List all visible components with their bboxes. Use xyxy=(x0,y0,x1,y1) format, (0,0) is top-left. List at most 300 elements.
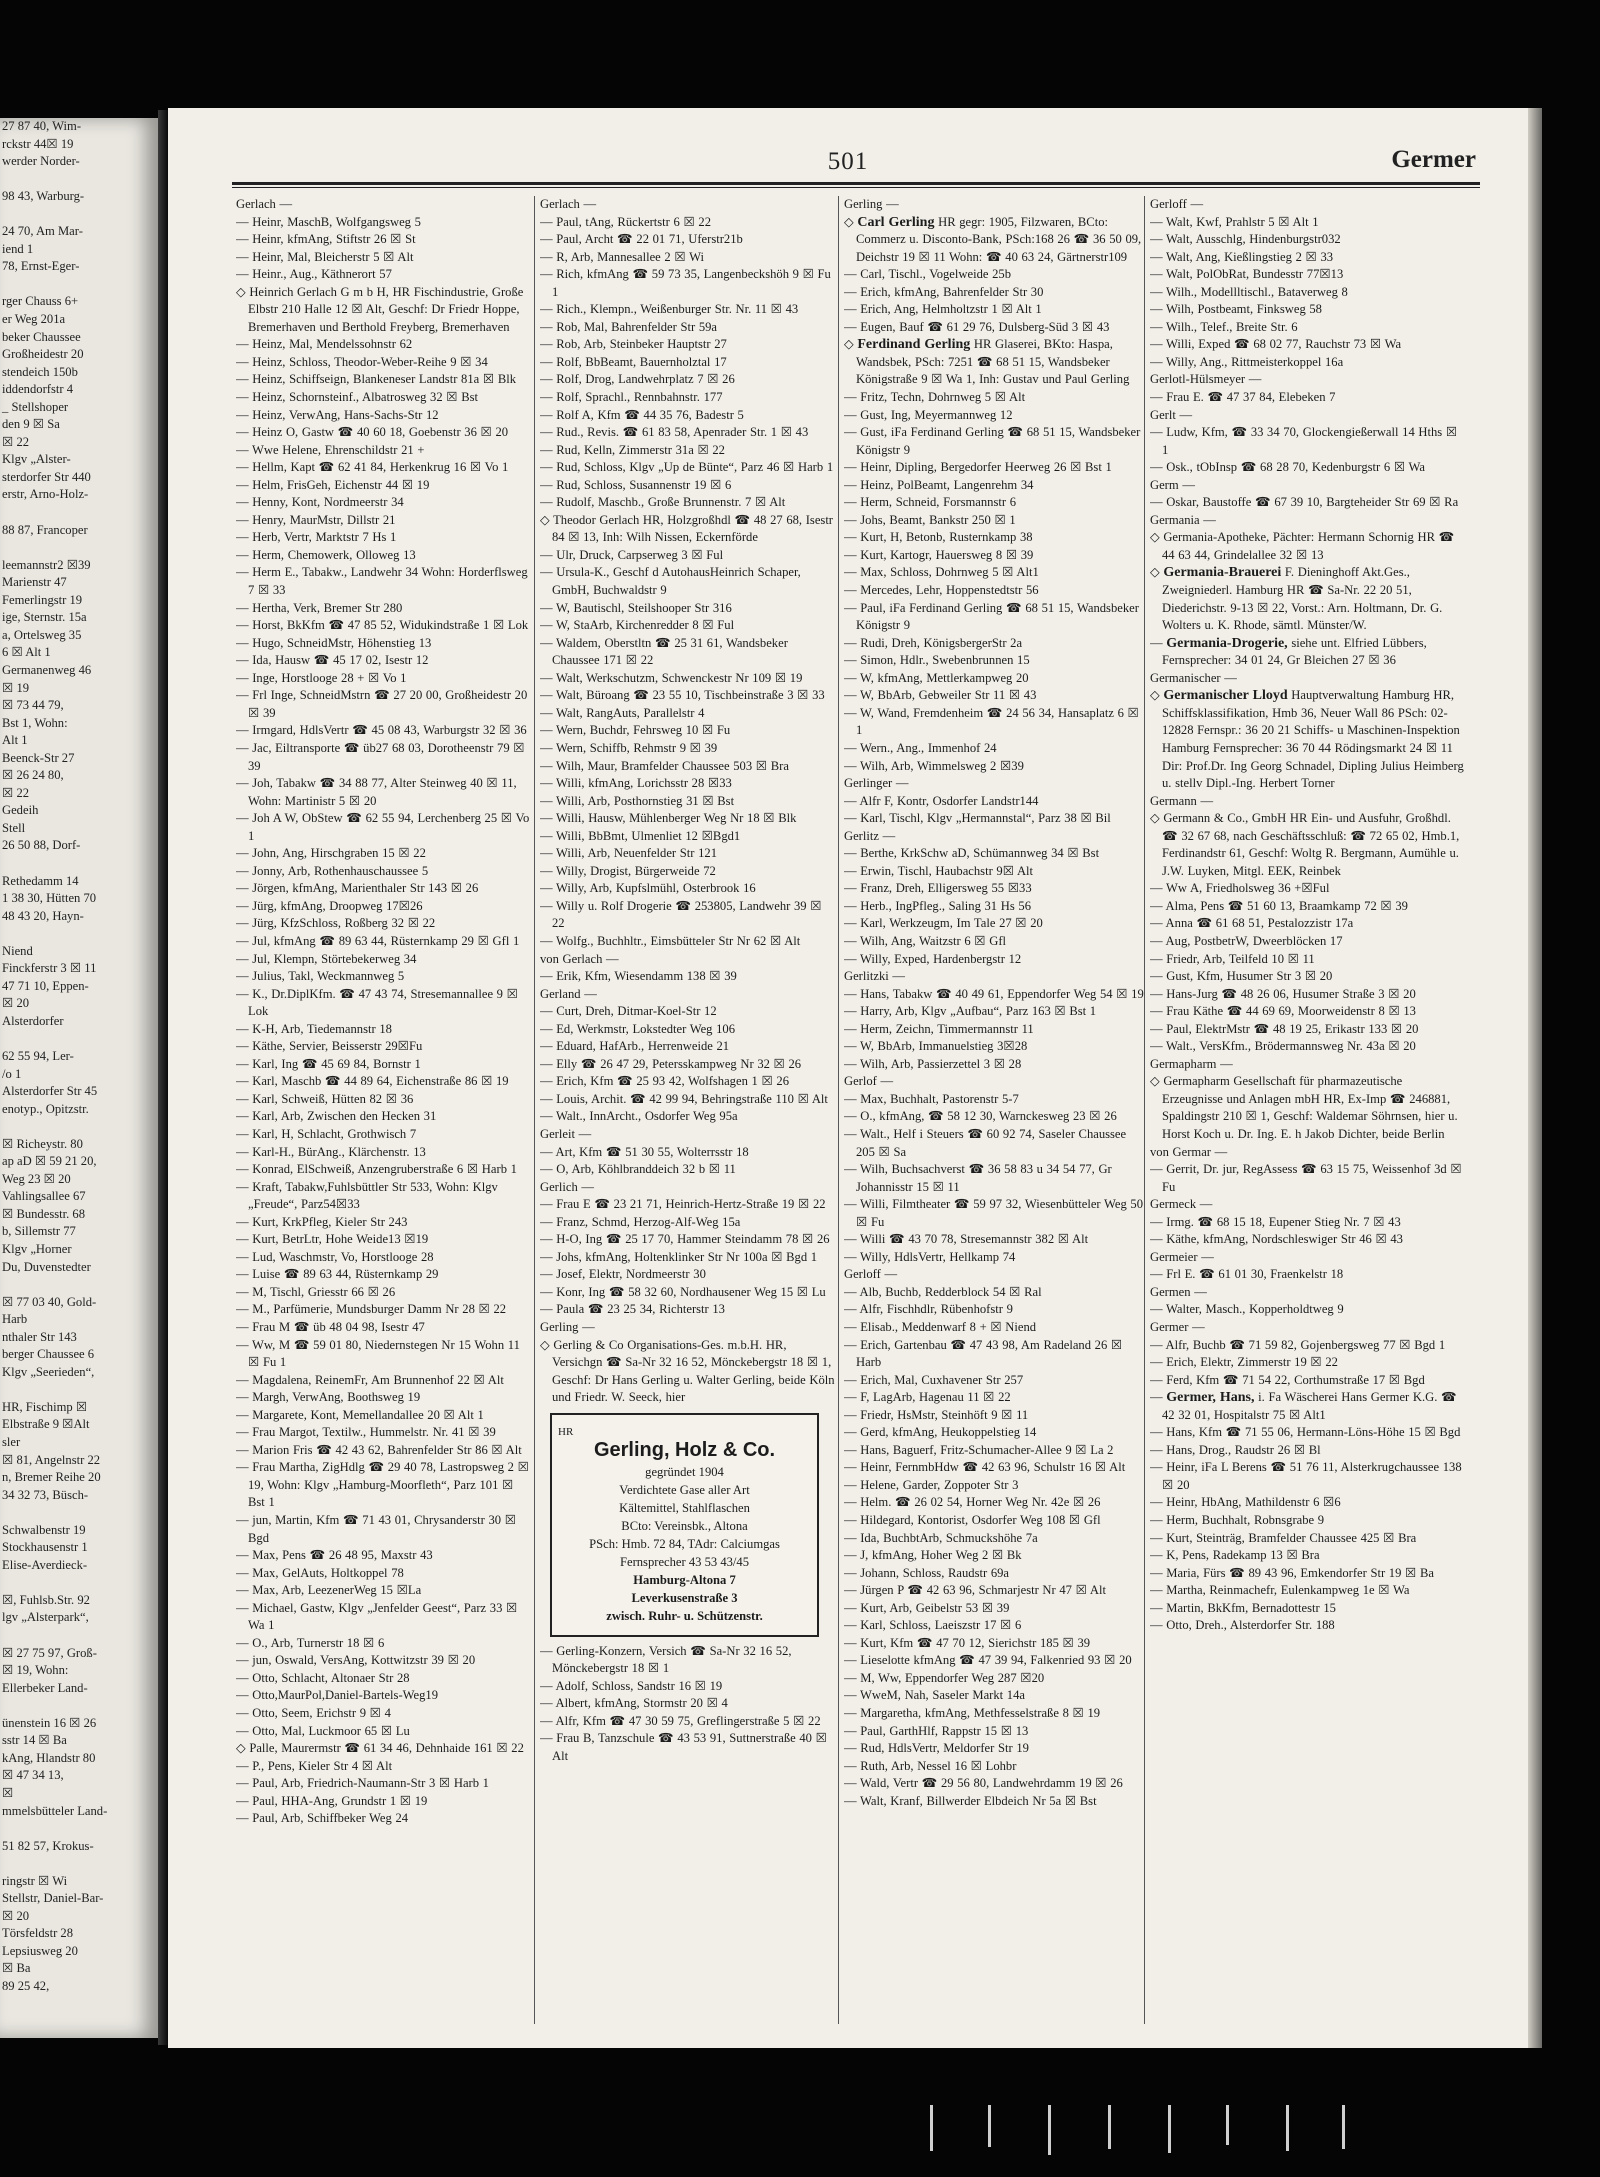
column-divider xyxy=(534,196,535,2024)
left-page-line xyxy=(0,539,158,557)
directory-entry: — Margh, VerwAng, Boothsweg 19 xyxy=(236,1390,421,1405)
surname-heading: Gerlich — xyxy=(540,1179,595,1194)
directory-entry: — Erich, Mal, Cuxhavener Str 257 xyxy=(844,1372,1024,1387)
directory-entry: — Karl, H, Schlacht, Grothwisch 7 xyxy=(236,1126,417,1141)
left-page-line: 78, Ernst-Eger- xyxy=(2,259,80,274)
directory-entry: — Hertha, Verk, Bremer Str 280 xyxy=(236,600,403,615)
directory-entry: — John, Ang, Hirschgraben 15 ☒ 22 xyxy=(236,846,426,861)
directory-entry: — Hans, Tabakw ☎ 40 49 61, Eppendorfer Weg 54 ☒ 19 xyxy=(844,986,1144,1001)
directory-entry: — Joh A W, ObStew ☎ 62 55 94, Lerchenberg 25 ☒ Vo 1 xyxy=(236,811,530,843)
directory-entry: ◇ Theodor Gerlach HR, Holzgroßhdl ☎ 48 27 68, Isestr 84 ☒ 13, Inh: Wilh Nissen, Eckernförde xyxy=(540,512,834,545)
left-page-line: nthaler Str 143 xyxy=(2,1329,77,1344)
directory-entry: — Willi, Arb, Posthornstieg 31 ☒ Bst xyxy=(540,793,735,808)
directory-entry: — Max, GelAuts, Holtkoppel 78 xyxy=(236,1565,404,1580)
left-page-line: lgv „Alsterpark“, xyxy=(2,1610,89,1625)
directory-entry: — Paul, tAng, Rückertstr 6 ☒ 22 xyxy=(540,214,711,229)
directory-entry: — K-H, Arb, Tiedemannstr 18 xyxy=(236,1021,392,1036)
directory-entry: — R, Arb, Mannesallee 2 ☒ Wi xyxy=(540,249,704,264)
directory-entry: — Wwe Helene, Ehrenschildstr 21 + xyxy=(236,442,425,457)
surname-heading: von Gerlach — xyxy=(540,951,619,966)
directory-entry: — Hildegard, Kontorist, Osdorfer Weg 108 ☒ Gfl xyxy=(844,1513,1101,1528)
directory-entry: — Heinz, Mal, Mendelssohnstr 62 xyxy=(236,337,413,352)
directory-entry: — Kurt, Arb, Geibelstr 53 ☒ 39 xyxy=(844,1600,1010,1615)
directory-entry: — Lieselotte kfmAng ☎ 47 39 94, Falkenried 93 ☒ 20 xyxy=(844,1653,1132,1668)
directory-entry: — jun, Martin, Kfm ☎ 71 43 01, Chrysanderstr 30 ☒ Bgd xyxy=(236,1513,516,1545)
directory-entry: — Ida, Hausw ☎ 45 17 02, Isestr 12 xyxy=(236,653,429,668)
left-page-line: sstr 14 ☒ Ba xyxy=(2,1733,67,1748)
directory-entry: — J, kfmAng, Hoher Weg 2 ☒ Bk xyxy=(844,1548,1022,1563)
directory-entry: — Ursula-K., Geschf d AutohausHeinrich Schaper, GmbH, Buchwaldstr 9 xyxy=(540,565,801,598)
left-page-line: 27 87 40, Wim- xyxy=(2,119,82,133)
left-page-line xyxy=(0,276,158,294)
directory-entry: — Rolf A, Kfm ☎ 44 35 76, Badestr 5 xyxy=(540,407,744,422)
directory-entry: ◇ Heinrich Gerlach G m b H, HR Fischindustrie, Große Elbstr 210 Halle 12 ☒ Alt, Geschf: Dr Friedr Hoppe, Bremerhaven und Berthold Freyberg, Bremerhaven xyxy=(236,284,524,334)
directory-entry: — Friedr, Arb, Teilfeld 10 ☒ 11 xyxy=(1150,951,1315,966)
surname-heading: Gerloff — xyxy=(1150,197,1204,211)
left-page-line: Stockhausenstr 1 xyxy=(2,1540,88,1555)
directory-entry: — Herm, Chemowerk, Olloweg 13 xyxy=(236,547,416,562)
left-page-line: a, Ortelsweg 35 xyxy=(2,627,82,642)
directory-entry: — Alfr, Fischhdlr, Rübenhofstr 9 xyxy=(844,1302,1013,1317)
directory-entry: — Frau Margot, Textilw., Hummelstr. Nr. 41 ☒ 39 xyxy=(236,1425,496,1440)
surname-heading: Germ — xyxy=(1150,477,1195,492)
directory-entry: — Hans-Jurg ☎ 48 26 06, Husumer Straße 3 ☒ 20 xyxy=(1150,986,1416,1001)
directory-entry: — Max, Pens ☎ 26 48 95, Maxstr 43 xyxy=(236,1548,433,1563)
left-page-line: sterdorfer Str 440 xyxy=(2,469,91,484)
directory-entry: — Germania-Drogerie, siehe unt. Elfried Lübbers, Fernsprecher: 34 01 24, Gr Bleichen 27 ☒ 36 xyxy=(1150,635,1427,668)
directory-entry: — Kurt, Kartogr, Hauersweg 8 ☒ 39 xyxy=(844,547,1034,562)
left-page-line: Klgv „Alster- xyxy=(2,452,71,467)
surname-heading: Gerlt — xyxy=(1150,407,1193,422)
directory-entry: — Heinz, Schiffseign, Blankeneser Landstr 81a ☒ Blk xyxy=(236,372,517,387)
left-page-line: ap aD ☒ 59 21 20, xyxy=(2,1154,97,1169)
left-page-line: ☒ 81, Angelnstr 22 xyxy=(2,1452,101,1467)
directory-entry: — Ferd, Kfm ☎ 71 54 22, Corthumstraße 17 ☒ Bgd xyxy=(1150,1372,1425,1387)
directory-entry: — Willi, Filmtheater ☎ 59 97 32, Wiesenbütteler Weg 50 ☒ Fu xyxy=(844,1197,1144,1229)
left-page-line: /o 1 xyxy=(2,1066,22,1081)
left-page-line: Klgv „Horner xyxy=(2,1242,72,1256)
directory-entry: — Henry, MaurMstr, Dillstr 21 xyxy=(236,512,396,527)
left-page-line xyxy=(0,1276,158,1294)
surname-heading: Gerlach — xyxy=(540,197,597,211)
directory-entry: — P., Pens, Kieler Str 4 ☒ Alt xyxy=(236,1758,393,1773)
directory-entry: — Paul, HHA-Ang, Grundstr 1 ☒ 19 xyxy=(236,1793,428,1808)
directory-entry: — Alfr, Buchb ☎ 71 59 82, Gojenbergsweg 77 ☒ Bgd 1 xyxy=(1150,1337,1446,1352)
directory-entry: — Karl, Ing ☎ 45 69 84, Bornstr 1 xyxy=(236,1056,421,1071)
directory-entry: — Ludw, Kfm, ☎ 33 34 70, Glockengießerwall 14 Hths ☒ 1 xyxy=(1150,425,1458,457)
directory-entry: — Joh, Tabakw ☎ 34 88 77, Alter Steinweg 40 ☒ 11, Wohn: Martinistr 5 ☒ 20 xyxy=(236,776,517,808)
directory-entry: — Gust, iFa Ferdinand Gerling ☎ 68 51 15, Wandsbeker Königstr 9 xyxy=(844,425,1141,457)
directory-entry: — Josef, Elektr, Nordmeerstr 30 xyxy=(540,1267,706,1282)
directory-entry: — Eugen, Bauf ☎ 61 29 76, Dulsberg-Süd 3 ☒ 43 xyxy=(844,319,1110,334)
directory-entry: — Frau M ☎ üb 48 04 98, Isestr 47 xyxy=(236,1320,425,1334)
surname-heading: Gerling — xyxy=(844,197,899,211)
directory-entry: — Julius, Takl, Weckmannweg 5 xyxy=(236,969,405,984)
directory-entry: — Konr, Ing ☎ 58 32 60, Nordhausener Weg 15 ☒ Lu xyxy=(540,1284,826,1299)
directory-entry: ◇ Gerling & Co Organisations-Ges. m.b.H. HR, Versichgn ☎ Sa-Nr 32 16 52, Mönckebergstr 18 ☒ 1, Geschf: Dr Hans Gerling u. Walter Gerling, beide Köln und Friedr. W. Seeck, hier xyxy=(540,1337,835,1405)
surname-heading: Gerloff — xyxy=(844,1267,898,1282)
left-page-line: ünenstein 16 ☒ 26 xyxy=(2,1715,97,1730)
surname-heading: Germen — xyxy=(1150,1284,1207,1299)
left-page-line: den 9 ☒ Sa xyxy=(2,417,60,432)
left-page-line: Marienstr 47 xyxy=(2,575,67,590)
directory-entry: — Rolf, Drog, Landwehrplatz 7 ☒ 26 xyxy=(540,372,735,387)
left-page-line xyxy=(0,1820,158,1838)
surname-heading: Gerlach — xyxy=(236,197,293,211)
header-rule xyxy=(232,182,1480,188)
left-page-line: Finckferstr 3 ☒ 11 xyxy=(2,961,97,976)
column-divider xyxy=(838,196,839,2024)
surname-heading: Germapharm — xyxy=(1150,1056,1233,1071)
left-page-line: 88 87, Francoper xyxy=(2,522,88,537)
directory-entry: — Walt, Kwf, Prahlstr 5 ☒ Alt 1 xyxy=(1150,214,1319,229)
directory-entry: — Louis, Archit. ☎ 42 99 94, Behringstraße 110 ☒ Alt xyxy=(540,1091,828,1106)
directory-entry: — Albert, kfmAng, Stormstr 20 ☒ 4 xyxy=(540,1696,728,1711)
directory-entry: — Heinr, Dipling, Bergedorfer Heerweg 26 ☒ Bst 1 xyxy=(844,460,1112,475)
left-page-line: Lepsiusweg 20 xyxy=(2,1943,78,1958)
directory-entry: — Karl, Werkzeugm, Im Tale 27 ☒ 20 xyxy=(844,916,1043,931)
ad-founded: gegründet 1904 xyxy=(645,1464,724,1479)
directory-column-1 xyxy=(236,196,531,2040)
left-page-line: 24 70, Am Mar- xyxy=(2,224,83,239)
directory-entry: — Paul, ElektrMstr ☎ 48 19 25, Erikastr 133 ☒ 20 xyxy=(1150,1021,1419,1036)
directory-entry: — Otto, Mal, Luckmoor 65 ☒ Lu xyxy=(236,1723,410,1738)
directory-entry: — Rob, Arb, Steinbeker Hauptstr 27 xyxy=(540,337,727,352)
directory-entry: — M, Ww, Eppendorfer Weg 287 ☒20 xyxy=(844,1670,1045,1685)
directory-entry: — Elisab., Meddenwarf 8 + ☒ Niend xyxy=(844,1320,1037,1334)
ad-line: Kältemittel, Stahlflaschen xyxy=(619,1500,750,1515)
directory-entry: — Heinr., Aug., Käthnerort 57 xyxy=(236,267,392,282)
directory-entry: — Rich, kfmAng ☎ 59 73 35, Langenbeckshöh 9 ☒ Fu 1 xyxy=(540,267,831,299)
left-page-line: kAng, Hlandstr 80 xyxy=(2,1750,96,1765)
directory-entry: — Marion Fris ☎ 42 43 62, Bahrenfelder Str 86 ☒ Alt xyxy=(236,1442,522,1457)
directory-entry: — Herb., IngPfleg., Saling 31 Hs 56 xyxy=(844,898,1031,913)
directory-entry: ◇ Germania-Apotheke, Pächter: Hermann Schornig HR ☎ 44 63 44, Grindelallee 32 ☒ 13 xyxy=(1150,530,1455,562)
left-page-line: ☒ 77 03 40, Gold- xyxy=(2,1294,97,1309)
left-page-line: HR, Fischimp ☒ xyxy=(2,1399,88,1414)
directory-entry: — Gerrit, Dr. jur, RegAssess ☎ 63 15 75, Weissenhof 3d ☒ Fu xyxy=(1150,1162,1462,1194)
directory-entry: — Frau Käthe ☎ 44 69 69, Moorweidenstr 8 ☒ 13 xyxy=(1150,1004,1416,1019)
directory-entry: — K, Pens, Radekamp 13 ☒ Bra xyxy=(1150,1548,1320,1563)
directory-entry: — Maria, Fürs ☎ 89 43 96, Emkendorfer Str 19 ☒ Ba xyxy=(1150,1565,1434,1580)
left-page-fragment xyxy=(0,118,158,2038)
directory-entry: — Hans, Baguerf, Fritz-Schumacher-Allee 9 ☒ La 2 xyxy=(844,1442,1114,1457)
directory-entry: — Paul, GarthHlf, Rappstr 15 ☒ 13 xyxy=(844,1723,1029,1738)
directory-entry: — Erich, Gartenbau ☎ 47 43 98, Am Radeland 26 ☒ Harb xyxy=(844,1337,1123,1370)
directory-entry: — Helm, FrisGeh, Eichenstr 44 ☒ 19 xyxy=(236,477,430,492)
left-page-line xyxy=(0,504,158,522)
left-page-line xyxy=(0,1627,158,1645)
surname-heading: Germer — xyxy=(1150,1320,1205,1334)
left-page-line: 6 ☒ Alt 1 xyxy=(2,645,51,660)
directory-entry: — Willy, HdlsVertr, Hellkamp 74 xyxy=(844,1249,1016,1264)
directory-entry: — Frau E. ☎ 47 37 84, Elebeken 7 xyxy=(1150,390,1336,405)
directory-entry: — WweM, Nah, Saseler Markt 14a xyxy=(844,1688,1025,1703)
surname-heading: Gerlitzki — xyxy=(844,969,906,984)
left-page-line xyxy=(0,206,158,224)
directory-entry: — Aug, PostbetrW, Dweerblöcken 17 xyxy=(1150,933,1343,948)
directory-entry: — Franz, Schmd, Herzog-Alf-Weg 15a xyxy=(540,1214,741,1229)
directory-entry: — Max, Arb, LeezenerWeg 15 ☒La xyxy=(236,1583,422,1598)
left-page-line: werder Norder- xyxy=(2,154,80,169)
left-page-line: 89 25 42, xyxy=(2,1978,50,1993)
directory-entry: — Willy, Arb, Kupfslmühl, Osterbrook 16 xyxy=(540,881,756,896)
directory-entry: — Fritz, Techn, Dohrnweg 5 ☒ Alt xyxy=(844,390,1026,405)
directory-entry: — Adolf, Schloss, Sandstr 16 ☒ 19 xyxy=(540,1678,723,1693)
directory-entry: — Frau B, Tanzschule ☎ 43 53 91, Suttnerstraße 40 ☒ Alt xyxy=(540,1731,827,1764)
directory-entry: — Karl, Schweiß, Hütten 82 ☒ 36 xyxy=(236,1091,414,1106)
left-page-line: iend 1 xyxy=(2,241,34,256)
left-page-line xyxy=(0,171,158,189)
ad-hr-mark: HR xyxy=(558,1425,574,1438)
directory-entry: — Michael, Gastw, Klgv „Jenfelder Geest“, Parz 33 ☒ Wa 1 xyxy=(236,1600,518,1633)
left-page-line: Elbstraße 9 ☒Alt xyxy=(2,1417,90,1432)
directory-entry: — Paula ☎ 23 25 34, Richterstr 13 xyxy=(540,1302,725,1317)
directory-entry: — Willi ☎ 43 70 78, Stresemannstr 382 ☒ Alt xyxy=(844,1232,1089,1247)
directory-entry: — O, Arb, Köhlbranddeich 32 b ☒ 11 xyxy=(540,1162,736,1177)
directory-entry: — Karl, Maschb ☎ 44 89 64, Eichenstraße 86 ☒ 19 xyxy=(236,1074,509,1089)
directory-entry: — Käthe, Servier, Beisserstr 29☒Fu xyxy=(236,1039,423,1054)
left-page-line: Femerlingstr 19 xyxy=(2,592,83,607)
ad-line: Fernsprecher 43 53 43/45 xyxy=(619,1554,750,1569)
directory-entry: — Helene, Garder, Zoppoter Str 3 xyxy=(844,1477,1019,1492)
directory-entry: — W, kfmAng, Mettlerkampweg 20 xyxy=(844,670,1029,685)
directory-entry: — Heinz, Schornsteinf., Albatrosweg 32 ☒ Bst xyxy=(236,390,478,405)
directory-entry: — Herm, Zeichn, Timmermannstr 11 xyxy=(844,1021,1034,1036)
directory-entry: — Ulr, Druck, Carpserweg 3 ☒ Ful xyxy=(540,547,724,562)
scanner-marks xyxy=(930,2105,1350,2165)
directory-entry: — Inge, Horstlooge 28 + ☒ Vo 1 xyxy=(236,670,407,685)
left-page-line: Weg 23 ☒ 20 xyxy=(2,1171,71,1186)
left-page-line: Alsterdorfer Str 45 xyxy=(2,1084,98,1099)
left-page-line: Schwalbenstr 19 xyxy=(2,1522,86,1537)
directory-entry: — Gust, Kfm, Husumer Str 3 ☒ 20 xyxy=(1150,969,1333,984)
directory-entry: — Hans, Drog., Raudstr 26 ☒ Bl xyxy=(1150,1442,1321,1457)
surname-heading: Gerling — xyxy=(540,1320,595,1334)
directory-entry: — Walt., Helf i Steuers ☎ 60 92 74, Saseler Chaussee 205 ☒ Sa xyxy=(844,1126,1127,1159)
directory-entry: — Walt, Büroang ☎ 23 55 10, Tischbeinstraße 3 ☒ 33 xyxy=(540,688,825,703)
directory-entry: — Paul, iFa Ferdinand Gerling ☎ 68 51 15, Wandsbeker Königstr 9 xyxy=(844,600,1139,633)
left-page-line: leemannstr2 ☒39 xyxy=(2,557,91,572)
left-page-line: Beenck-Str 27 xyxy=(2,750,75,765)
left-page-line: ☒ 26 24 80, xyxy=(2,768,64,783)
left-page-line: ☒ 19, Wohn: xyxy=(2,1663,69,1678)
directory-entry: — Wern, Buchdr, Fehrsweg 10 ☒ Fu xyxy=(540,723,731,738)
left-page-line: n, Bremer Reihe 20 xyxy=(2,1470,101,1485)
advertisement-box xyxy=(550,1413,819,1637)
left-page-line: ☒ xyxy=(2,1785,14,1800)
left-page-line: ☒ 19 xyxy=(2,680,30,695)
left-page-line: rckstr 44☒ 19 xyxy=(2,136,74,151)
directory-entry: — Kurt, Kfm ☎ 47 70 12, Sierichstr 185 ☒ 39 xyxy=(844,1635,1091,1650)
directory-entry: — Wilh, Ang, Waitzstr 6 ☒ Gfl xyxy=(844,933,1007,948)
directory-entry: — Otto, Schlacht, Altonaer Str 28 xyxy=(236,1670,410,1685)
directory-entry: — Martin, BkKfm, Bernadottestr 15 xyxy=(1150,1600,1336,1615)
directory-entry: — Max, Buchhalt, Pastorenstr 5-7 xyxy=(844,1091,1019,1106)
directory-entry: ◇ Ferdinand Gerling HR Glaserei, BKto: Haspa, Wandsbek, PSch: 7251 ☎ 68 51 15, Wandsbeker Königstraße 9 ☒ Wa 1, Inh: Gustav und Paul Gerling xyxy=(844,337,1130,387)
left-page-line: _ Stellshoper xyxy=(2,399,69,414)
directory-entry: — Harry, Arb, Klgv „Aufbau“, Parz 163 ☒ Bst 1 xyxy=(844,1004,1097,1019)
directory-entry: — Walt, Ang, Kießlingstieg 2 ☒ 33 xyxy=(1150,249,1334,264)
directory-entry: — Rud, HdlsVertr, Meldorfer Str 19 xyxy=(844,1741,1029,1756)
directory-entry: — Jürg, KfzSchloss, Roßberg 32 ☒ 22 xyxy=(236,916,436,931)
left-page-line xyxy=(0,1381,158,1399)
left-page-line: ☒ 73 44 79, xyxy=(2,698,64,713)
left-page-line xyxy=(0,1118,158,1136)
left-page-line: Niend xyxy=(2,943,33,958)
directory-entry: — W, Bautischl, Steilshooper Str 316 xyxy=(540,600,732,615)
left-page-line: rger Chauss 6+ xyxy=(2,294,79,309)
directory-entry: — M, Tischl, Griesstr 66 ☒ 26 xyxy=(236,1284,396,1299)
directory-entry: — Otto, Dreh., Alsterdorfer Str. 188 xyxy=(1150,1618,1335,1633)
left-page-line: stendeich 150b xyxy=(2,364,78,379)
directory-entry: — Elly ☎ 26 47 29, Petersskampweg Nr 32 ☒ 26 xyxy=(540,1056,802,1071)
directory-entry: — Walt, Werkschutzm, Schwenckestr Nr 109 ☒ 19 xyxy=(540,670,803,685)
left-page-line: ☒ 27 75 97, Groß- xyxy=(2,1645,97,1660)
left-page-line: sler xyxy=(2,1435,21,1450)
directory-entry: — Alfr, Kfm ☎ 47 30 59 75, Greflingerstraße 5 ☒ 22 xyxy=(540,1713,821,1728)
directory-entry: — Gerd, kfmAng, Heukoppelstieg 14 xyxy=(844,1425,1037,1440)
directory-entry: — Henny, Kont, Nordmeerstr 34 xyxy=(236,495,404,510)
directory-entry: — Paul, Arb, Friedrich-Naumann-Str 3 ☒ Harb 1 xyxy=(236,1776,489,1791)
surname-heading: Germanischer — xyxy=(1150,670,1237,685)
left-page-line: Harb xyxy=(2,1312,28,1327)
directory-entry: — Jürg, kfmAng, Droopweg 17☒26 xyxy=(236,898,423,913)
left-page-line: Vahlingsallee 67 xyxy=(2,1189,86,1204)
directory-entry: — Rud., Revis. ☎ 61 83 58, Apenrader Str. 1 ☒ 43 xyxy=(540,425,809,440)
directory-entry: — Jul, kfmAng ☎ 89 63 44, Rüsternkamp 29 ☒ Gfl 1 xyxy=(236,933,520,948)
left-page-line xyxy=(0,1504,158,1522)
directory-entry: — Walt, Kranf, Billwerder Elbdeich Nr 5a ☒ Bst xyxy=(844,1793,1097,1808)
directory-entry: — W, Wand, Fremdenheim ☎ 24 56 34, Hansaplatz 6 ☒ 1 xyxy=(844,705,1139,738)
directory-entry: — Oskar, Baustoffe ☎ 67 39 10, Bargteheider Str 69 ☒ Ra xyxy=(1150,495,1459,510)
directory-entry: — Johs, kfmAng, Holtenklinker Str Nr 100a ☒ Bgd 1 xyxy=(540,1249,818,1264)
left-page-line: mmelsbütteler Land- xyxy=(2,1803,108,1818)
left-page-line: Elise-Averdieck- xyxy=(2,1557,88,1572)
page-number: 501 xyxy=(827,148,869,175)
left-page-line: Stell xyxy=(2,820,26,835)
directory-entry: — Irmg. ☎ 68 15 18, Eupener Stieg Nr. 7 ☒ 43 xyxy=(1150,1214,1401,1229)
directory-entry: — Ruth, Arb, Nessel 16 ☒ Lohbr xyxy=(844,1758,1017,1773)
directory-entry: — Wolfg., Buchhltr., Eimsbütteler Str Nr 62 ☒ Alt xyxy=(540,933,801,948)
directory-entry: — Friedr, HsMstr, Steinhöft 9 ☒ 11 xyxy=(844,1407,1029,1422)
surname-heading: Germann — xyxy=(1150,793,1214,808)
directory-entry: — Walt, PolObRat, Bundesstr 77☒13 xyxy=(1150,267,1344,282)
ad-line: BCto: Vereinsbk., Altona xyxy=(621,1518,748,1533)
left-page-line: b, Sillemstr 77 xyxy=(2,1224,76,1239)
surname-heading: Gerlof — xyxy=(844,1074,894,1089)
left-page-line: ☒ 20 xyxy=(2,996,30,1011)
directory-entry: — F, LagArb, Hagenau 11 ☒ 22 xyxy=(844,1390,1011,1405)
directory-entry: — Wald, Vertr ☎ 29 56 80, Landwehrdamm 19 ☒ 26 xyxy=(844,1776,1123,1791)
directory-entry: — Karl, Schloss, Laeiszstr 17 ☒ 6 xyxy=(844,1618,1022,1633)
directory-entry: — H-O, Ing ☎ 25 17 70, Hammer Steindamm 78 ☒ 26 xyxy=(540,1232,830,1247)
directory-page xyxy=(168,108,1528,2048)
surname-heading: Gerlinger — xyxy=(844,776,909,791)
directory-entry: — Heinr, kfmAng, Stiftstr 26 ☒ St xyxy=(236,232,416,247)
directory-entry: — Wilh, Arb, Wimmelsweg 2 ☒39 xyxy=(844,758,1024,773)
directory-entry: — Heinz, PolBeamt, Langenrehm 34 xyxy=(844,477,1034,492)
book-gutter xyxy=(158,110,168,2045)
left-page-line: Törsfeldstr 28 xyxy=(2,1926,73,1941)
left-page-line: Rethedamm 14 xyxy=(2,873,79,888)
left-page-line: ☒ Bundesstr. 68 xyxy=(2,1206,86,1221)
directory-entry: — Rob, Mal, Bahrenfelder Str 59a xyxy=(540,319,718,334)
left-page-line: 47 71 10, Eppen- xyxy=(2,978,89,993)
directory-entry: — Wern., Ang., Immenhof 24 xyxy=(844,740,997,755)
directory-entry: — Eduard, HafArb., Herrenweide 21 xyxy=(540,1039,730,1054)
left-page-line: ringstr ☒ Wi xyxy=(2,1873,68,1888)
left-page-line: ☒ Ba xyxy=(2,1961,31,1976)
directory-entry: — Willy, Ang., Rittmeisterkoppel 16a xyxy=(1150,354,1344,369)
directory-entry: — Jürgen P ☎ 42 63 96, Schmarjestr Nr 47 ☒ Alt xyxy=(844,1583,1106,1598)
left-page-line: enotyp., Opitzstr. xyxy=(2,1101,89,1116)
left-page-line: 62 55 94, Ler- xyxy=(2,1048,74,1063)
left-page-line: ☒ 47 34 13, xyxy=(2,1768,64,1783)
directory-entry: — Kurt, BetrLtr, Hohe Weide13 ☒19 xyxy=(236,1232,429,1247)
directory-entry: — Erich, Kfm ☎ 25 93 42, Wolfshagen 1 ☒ 26 xyxy=(540,1074,789,1089)
left-page-line: ige, Sternstr. 15a xyxy=(2,610,87,625)
directory-entry: — Jac, Eiltransporte ☎ üb27 68 03, Dorotheenstr 79 ☒ 39 xyxy=(236,740,525,773)
left-page-line: Bst 1, Wohn: xyxy=(2,715,68,730)
left-page-line xyxy=(0,855,158,873)
directory-entry: — Wilh, Postbeamt, Finksweg 58 xyxy=(1150,302,1322,317)
directory-entry: — Willy, Drogist, Bürgerweide 72 xyxy=(540,863,716,878)
directory-entry: — Rich., Klempn., Weißenburger Str. Nr. 11 ☒ 43 xyxy=(540,302,799,317)
left-page-line: 26 50 88, Dorf- xyxy=(2,838,81,853)
directory-entry: — Walt., VersKfm., Brödermannsweg Nr. 43a ☒ 20 xyxy=(1150,1039,1416,1054)
directory-entry: — M., Parfümerie, Mundsburger Damm Nr 28 ☒ 22 xyxy=(236,1302,507,1317)
left-page-line: Stellstr, Daniel-Bar- xyxy=(2,1891,104,1906)
directory-entry: ◇ Germanischer Lloyd Hauptverwaltung Hamburg HR, Schiffsklassifikation, Hmb 36, Neuer Wall 86 PSch: 02-12828 Fernspr.: 36 20 21 Schiffs- u Maschinen-Inspektion Hamburg Fernsprecher: 36 70 44 Rödingsmarkt 24 ☒ 11 Dir: Prof.Dr. Ing Georg Schnadel, Dipling Julius Heimberg u. stellv Dipl.-Ing. Herbert Torner xyxy=(1150,688,1464,791)
left-page-line: ☒ Richeystr. 80 xyxy=(2,1136,83,1151)
directory-entry: — Franz, Dreh, Elligersweg 55 ☒33 xyxy=(844,881,1032,896)
left-page-line: ☒ 20 xyxy=(2,1908,30,1923)
directory-entry: — Alma, Pens ☎ 51 60 13, Braamkamp 72 ☒ 39 xyxy=(1150,898,1408,913)
directory-entry: — Willy u. Rolf Drogerie ☎ 253805, Landwehr 39 ☒ 22 xyxy=(540,898,822,931)
directory-entry: — Rud, Schloss, Klgv „Up de Bünte“, Parz 46 ☒ Harb 1 xyxy=(540,460,834,475)
directory-entry: — W, StaArb, Kirchenredder 8 ☒ Ful xyxy=(540,618,735,633)
directory-entry: — Kraft, Tabakw,Fuhlsbüttler Str 533, Wohn: Klgv „Freude“, Parz54☒33 xyxy=(236,1179,498,1212)
directory-entry: — Wilh, Maur, Bramfelder Chaussee 503 ☒ Bra xyxy=(540,758,789,773)
directory-entry: — Walter, Masch., Kopperholdtweg 9 xyxy=(1150,1302,1344,1317)
directory-entry: — Anna ☎ 61 68 51, Pestalozzistr 17a xyxy=(1150,916,1354,931)
directory-entry: — Frl E. ☎ 61 01 30, Fraenkelstr 18 xyxy=(1150,1267,1344,1282)
ad-line: Verdichtete Gase aller Art xyxy=(619,1482,750,1497)
directory-entry: — Erich, Ang, Helmholtzstr 1 ☒ Alt 1 xyxy=(844,302,1042,317)
directory-entry: — Walt, Ausschlg, Hindenburgstr032 xyxy=(1150,232,1341,247)
directory-entry: — Paul, Arb, Schiffbeker Weg 24 xyxy=(236,1811,409,1826)
directory-entry: — Wilh, Buchsachverst ☎ 36 58 83 u 34 54 77, Gr Johannisstr 15 ☒ 11 xyxy=(844,1162,1112,1194)
directory-entry: — Alfr F, Kontr, Osdorfer Landstr144 xyxy=(844,793,1039,808)
left-page-line: Alt 1 xyxy=(2,733,28,748)
ad-address: Hamburg-Altona 7 xyxy=(633,1572,736,1587)
directory-entry: — Käthe, kfmAng, Nordschleswiger Str 46 ☒ 43 xyxy=(1150,1232,1403,1247)
directory-entry: — Hellm, Kapt ☎ 62 41 84, Herkenkrug 16 ☒ Vo 1 xyxy=(236,460,509,475)
left-page-line: 48 43 20, Hayn- xyxy=(2,908,84,923)
directory-entry: ◇ Germapharm Gesellschaft für pharmazeutische Erzeugnisse und Anlagen mbH HR, Ex-Imp ☎ 246881, Spaldingstr 210 ☒ 1, Geschf: Waldemar Söhrnsen, hier u. Horst Koch u. Dr. Ing. E. h Jakob Dichter, beide Berlin xyxy=(1150,1074,1458,1141)
directory-entry: — Willi, Hausw, Mühlenberger Weg Nr 18 ☒ Blk xyxy=(540,811,797,826)
directory-entry: — Heinz, Schloss, Theodor-Weber-Reihe 9 ☒ 34 xyxy=(236,354,488,369)
directory-entry: — Osk., tObInsp ☎ 68 28 70, Kedenburgstr 6 ☒ Wa xyxy=(1150,460,1426,475)
directory-entry: — Gerling-Konzern, Versich ☎ Sa-Nr 32 16 52, Mönckebergstr 18 ☒ 1 xyxy=(540,1643,792,1676)
running-head: Germer xyxy=(1391,146,1476,173)
directory-entry: — Heinz, VerwAng, Hans-Sachs-Str 12 xyxy=(236,407,439,422)
directory-entry: — Hans, Kfm ☎ 71 55 06, Hermann-Löns-Höhe 15 ☒ Bgd xyxy=(1150,1425,1461,1440)
directory-entry: — Helm. ☎ 26 02 54, Horner Weg Nr. 42e ☒ 26 xyxy=(844,1495,1101,1510)
directory-entry: — Rud, Schloss, Susannenstr 19 ☒ 6 xyxy=(540,477,732,492)
directory-entry: — O., kfmAng, ☎ 58 12 30, Warnckesweg 23 ☒ 26 xyxy=(844,1109,1117,1124)
